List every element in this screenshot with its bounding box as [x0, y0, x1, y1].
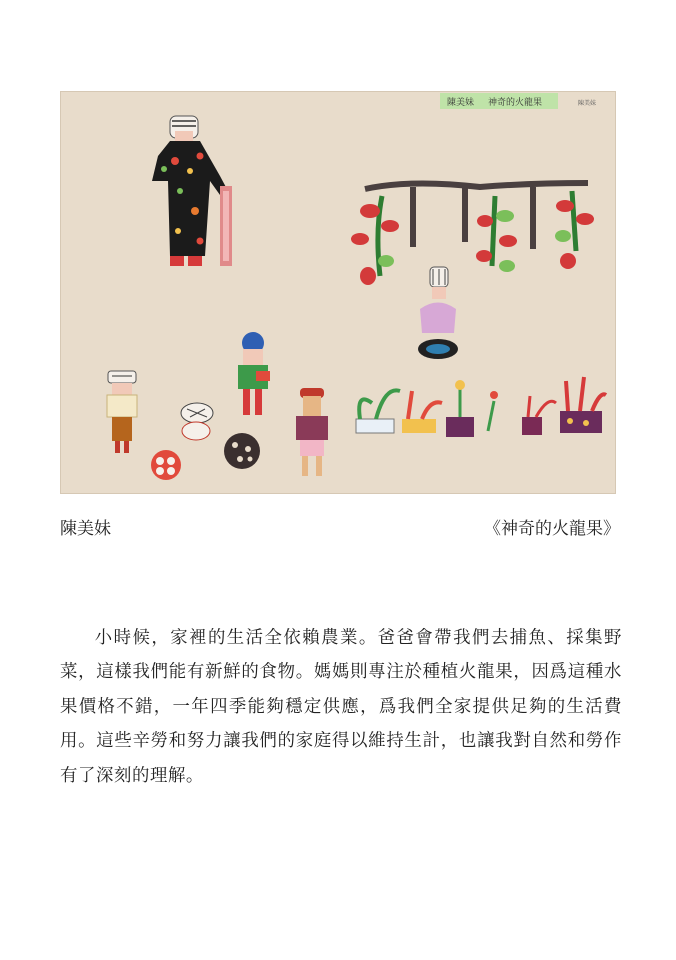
- caption-title: 《神奇的火龍果》: [484, 519, 620, 539]
- artwork-label-title: 神奇的火龍果: [488, 98, 543, 108]
- body-paragraph: 小時候，家裡的生活全依賴農業。爸爸會帶我們去捕魚、採集野菜，這樣我們能有新鮮的食物。媽媽則專注於種植火龍果，因爲這種水果價格不錯，一年四季能夠穩定供應，爲我們全家提供足夠的生活費用。這些辛勞和努力讓我們的家庭得以維持生計，也讓我對自然和勞作有了深刻的理解。: [60, 628, 622, 786]
- artwork-label-author: 陳美妹: [447, 98, 475, 108]
- artwork-image: [60, 91, 616, 494]
- artwork-signature: 陳美妹: [578, 100, 597, 107]
- caption-author: 陳美妹: [60, 519, 111, 539]
